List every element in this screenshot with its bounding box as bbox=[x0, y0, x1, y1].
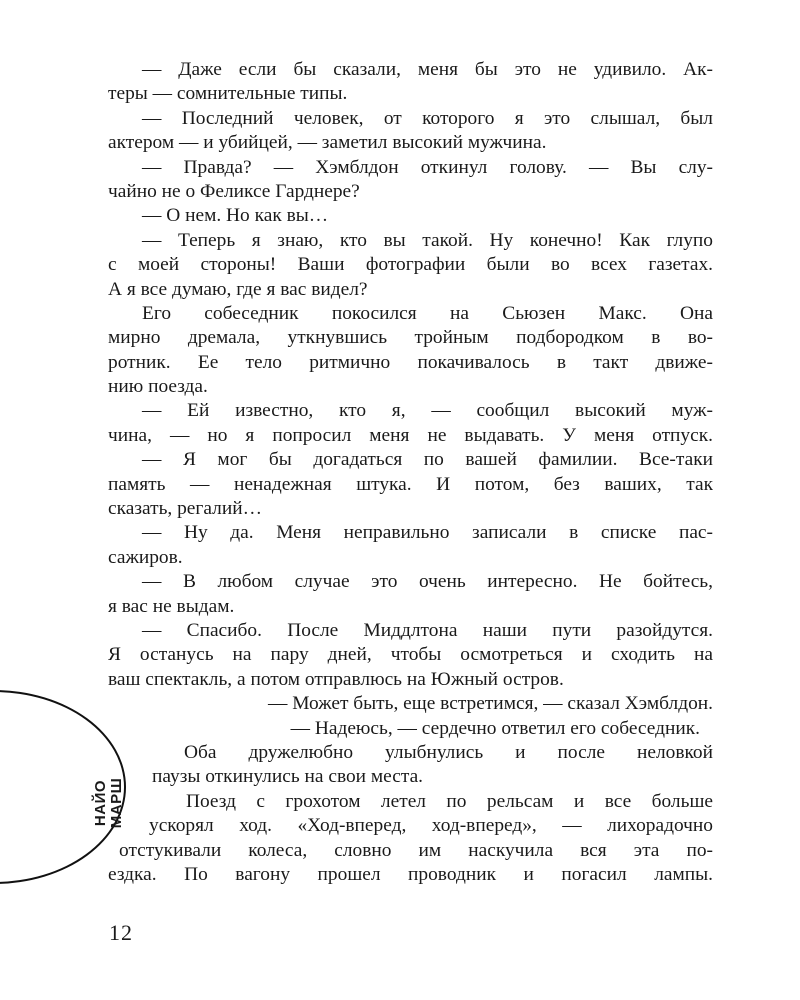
text-line: ускорял ход. «Ход-вперед, ход-вперед», — лихорадочно bbox=[149, 815, 713, 837]
author-stamp-line-2: МАРШ bbox=[108, 777, 125, 829]
text-line: ваш спектакль, а потом отправлюсь на Южный остров. bbox=[108, 668, 564, 690]
text-line: — О нем. Но как вы… bbox=[142, 205, 329, 227]
text-line: — Правда? — Хэмблдон откинул голову. — Вы слу- bbox=[142, 156, 713, 178]
body-text bbox=[108, 58, 713, 887]
text-line: нию поезда. bbox=[108, 376, 208, 398]
text-line: паузы откинулись на свои места. bbox=[152, 766, 424, 788]
text-line: Поезд с грохотом летел по рельсам и все больше bbox=[186, 790, 713, 812]
author-stamp-text bbox=[93, 768, 125, 838]
text-line: память — ненадежная штука. И потом, без ваших, так bbox=[108, 473, 713, 495]
text-line: чайно не о Феликсе Гарднере? bbox=[108, 180, 360, 202]
text-line: — Даже если бы сказали, меня бы это не удивило. Ак- bbox=[142, 59, 713, 80]
page-number: 12 bbox=[109, 920, 133, 945]
text-line: актером — и убийцей, — заметил высокий мужчина. bbox=[108, 132, 547, 154]
text-line: Оба дружелюбно улыбнулись и после неловкой bbox=[184, 741, 713, 763]
text-line: мирно дремала, уткнувшись тройным подбородком в во- bbox=[108, 327, 713, 349]
text-line: — Может быть, еще встретимся, — сказал Хэмблдон. bbox=[268, 693, 713, 715]
text-line: сказать, регалий… bbox=[108, 498, 262, 520]
text-line: чина, — но я попросил меня не выдавать. У меня отпуск. bbox=[108, 424, 713, 446]
text-line: А я все думаю, где я вас видел? bbox=[108, 278, 368, 300]
text-line: — Последний человек, от которого я это слышал, был bbox=[142, 107, 713, 129]
text-line: сажиров. bbox=[108, 546, 183, 568]
text-line: Я останусь на пару дней, чтобы осмотреться и сходить на bbox=[108, 644, 713, 666]
text-line: Его собеседник покосился на Сьюзен Макс. Она bbox=[142, 302, 713, 324]
text-line: с моей стороны! Ваши фотографии были во всех газетах. bbox=[108, 254, 713, 276]
text-line: — Спасибо. После Миддлтона наши пути разойдутся. bbox=[142, 619, 713, 641]
text-line: отстукивали колеса, словно им наскучила вся эта по- bbox=[119, 839, 713, 861]
text-line: — Надеюсь, — сердечно ответил его собеседник. bbox=[290, 717, 700, 739]
text-line: я вас не выдам. bbox=[108, 595, 235, 617]
author-stamp-line-1: НАЙО bbox=[92, 779, 109, 827]
text-line: — Я мог бы догадаться по вашей фамилии. Все-таки bbox=[142, 449, 713, 471]
text-line: — Ну да. Меня неправильно записали в списке пас- bbox=[142, 522, 713, 544]
text-line: — В любом случае это очень интересно. Не бойтесь, bbox=[142, 571, 713, 593]
text-line: — Теперь я знаю, кто вы такой. Ну конечно! Как глупо bbox=[142, 229, 713, 251]
text-line: теры — сомнительные типы. bbox=[108, 83, 348, 105]
text-line: ротник. Ее тело ритмично покачивалось в такт движе- bbox=[108, 351, 713, 373]
text-line: ездка. По вагону прошел проводник и погасил лампы. bbox=[108, 863, 713, 885]
text-line: — Ей известно, кто я, — сообщил высокий муж- bbox=[142, 400, 713, 422]
